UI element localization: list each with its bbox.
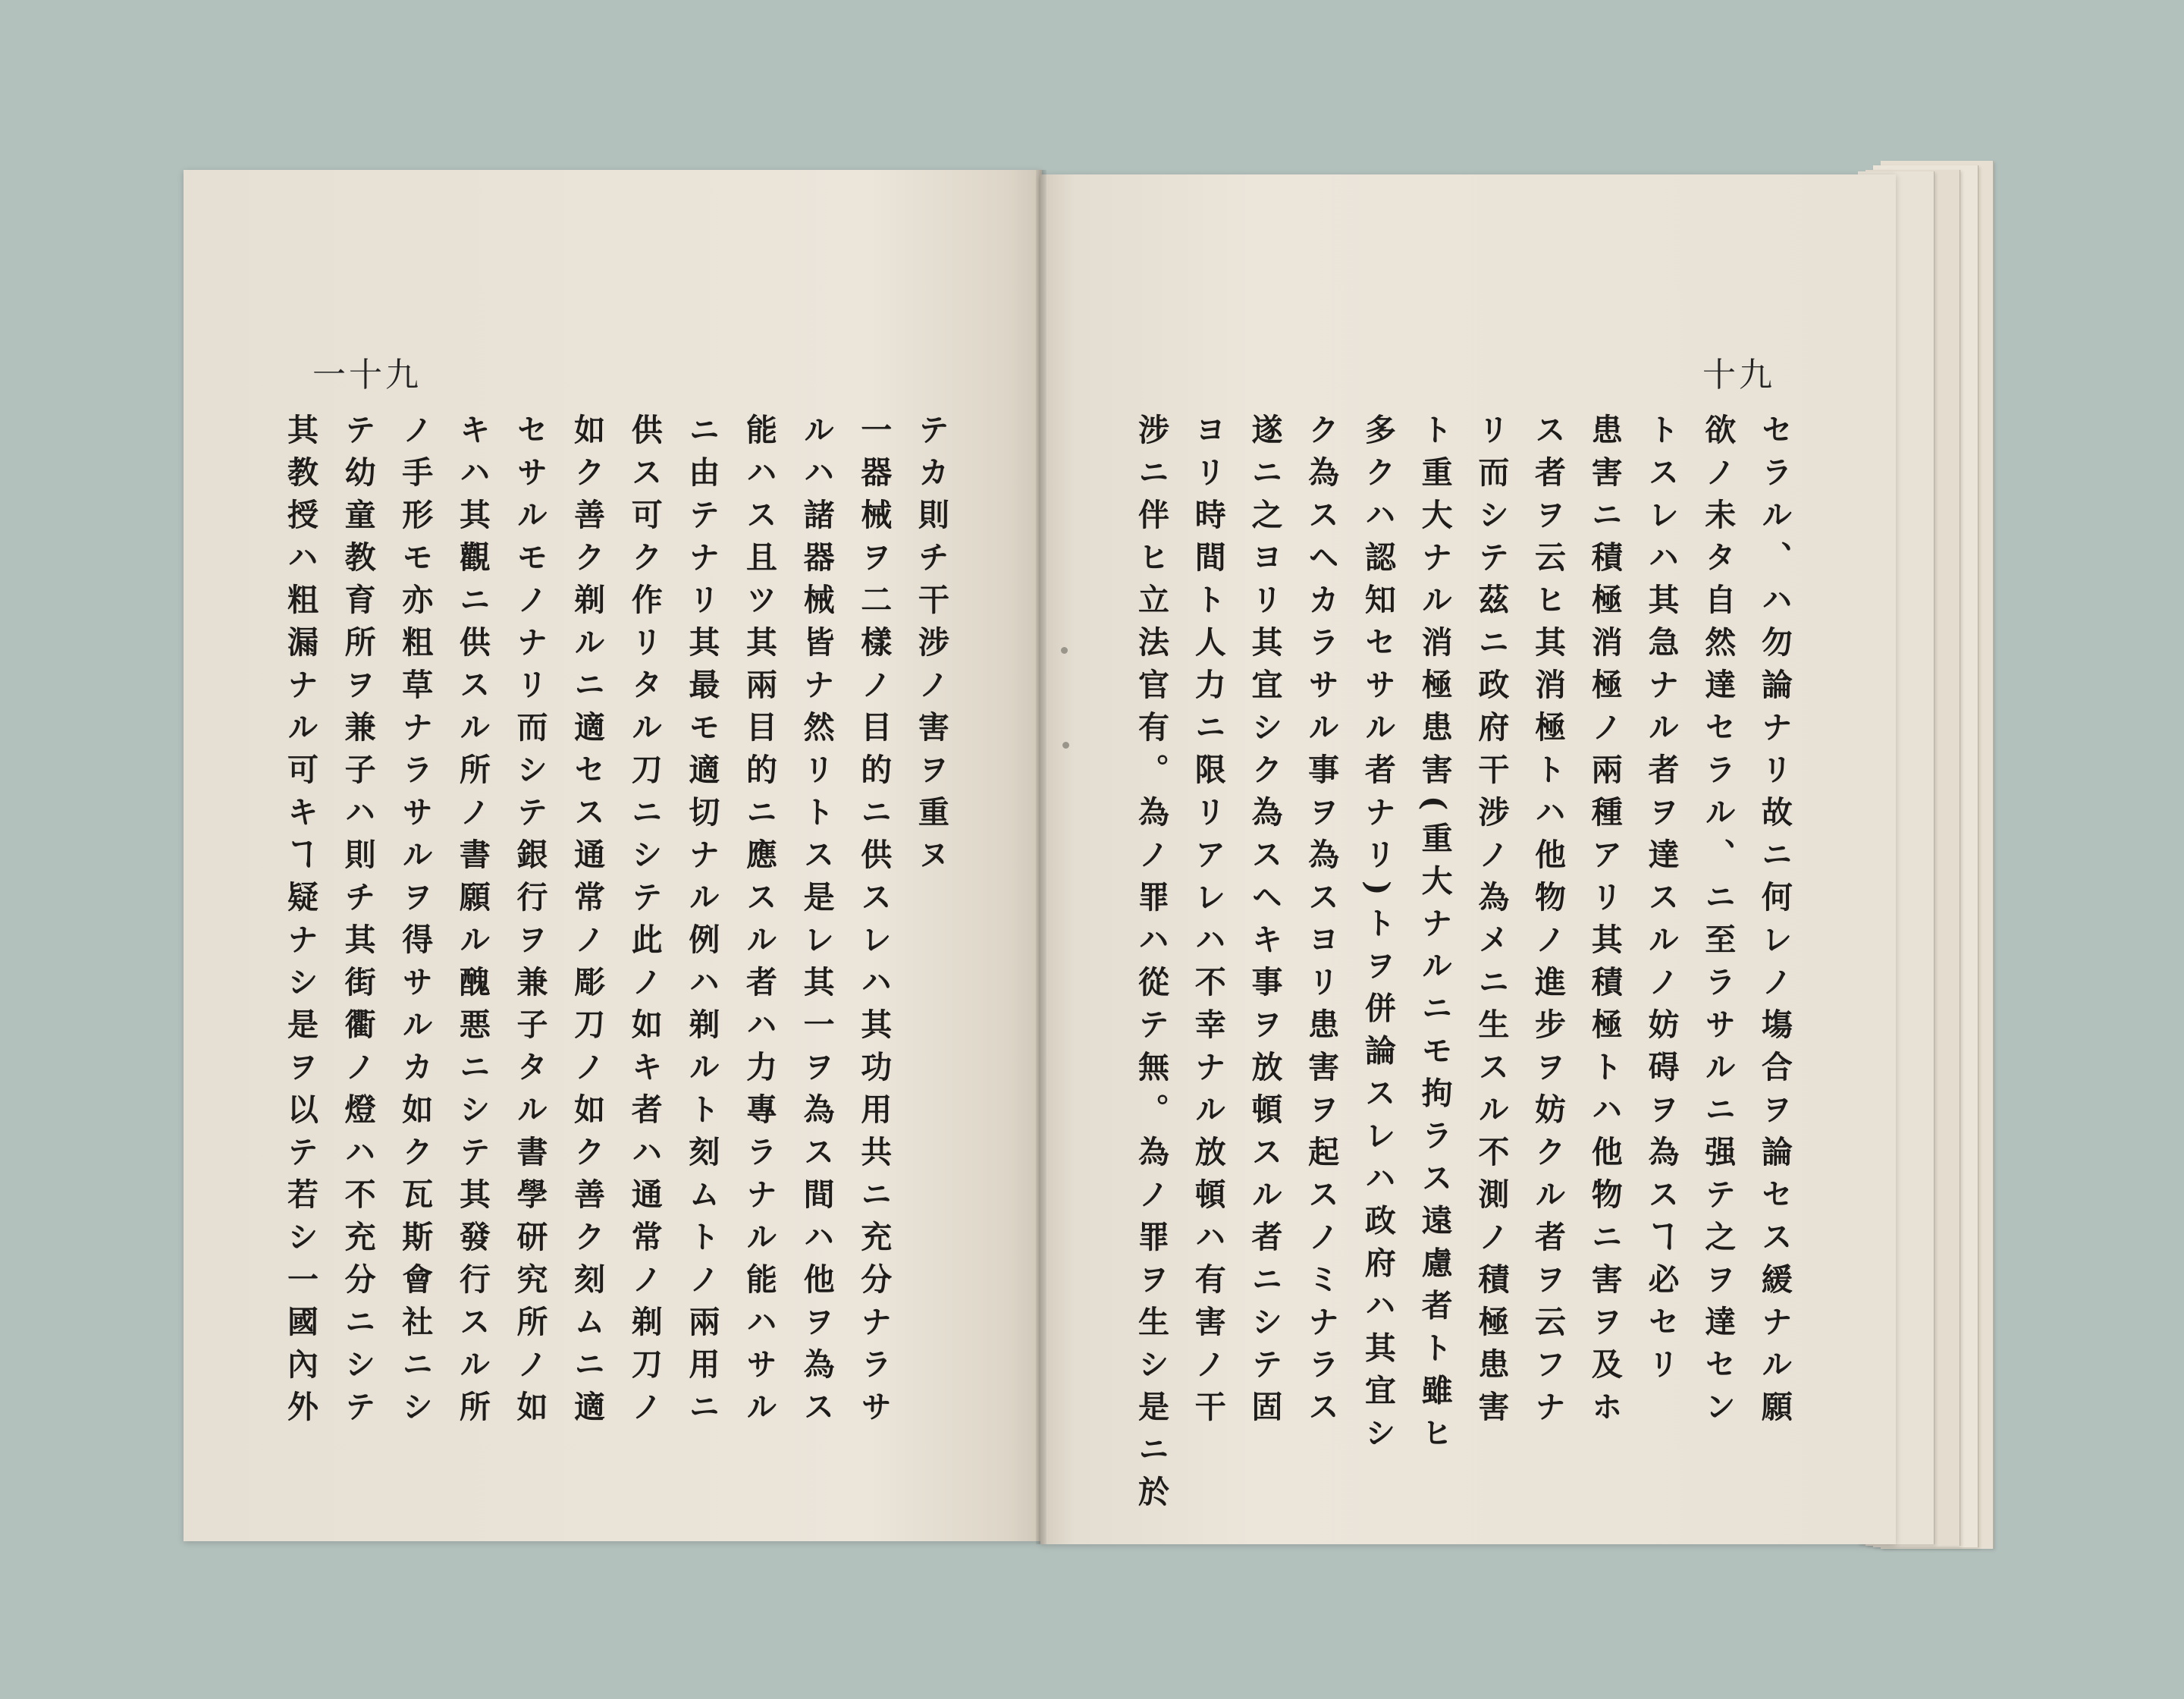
text-column: 涉ニ伴ヒ立法官有。為ノ罪ハ從テ無。為ノ罪ヲ生シ是ニ於 (1133, 413, 1169, 1518)
text-column: 如ク善ク剃ルニ適セス通常ノ彫刀ノ如ク善ク刻ムニ適 (569, 413, 606, 1433)
text-column: 患害ニ積極消極ノ兩種アリ其積極トハ他物ニ害ヲ及ホ (1586, 413, 1623, 1433)
binding-hole (1062, 742, 1069, 749)
text-column: 多クハ認知セサル者ナリ)トヲ併論スレハ政府ハ其宜シ (1359, 413, 1396, 1459)
text-column: セラル、ハ勿論ナリ故ニ何レノ塲合ヲ論セス緩ナル願 (1756, 413, 1793, 1433)
text-column: キハ其觀ニ供スル所ノ書願ル醜悪ニシテ其發行スル所 (453, 413, 491, 1433)
page-number-left: 一十九 (312, 356, 422, 394)
text-column: 一器械ヲ二樣ノ目的ニ供スレハ其功用共ニ充分ナラサ (855, 413, 893, 1433)
text-column: テ幼童教育所ヲ兼子ハ則チ其街衢ノ燈ハ不充分ニシテ (339, 413, 376, 1433)
text-column: ス者ヲ云ヒ其消極トハ他物ノ進步ヲ妨クル者ヲ云フナ (1530, 413, 1567, 1433)
left-page-text (279, 413, 949, 1445)
text-column: セサルモノナリ而シテ銀行ヲ兼子タル書學研究所ノ如 (511, 413, 548, 1433)
text-column: ルハ諸器械皆ナ然リトス是レ其一ヲ為ス間ハ他ヲ為ス (798, 413, 835, 1433)
text-column: ニ由テナリ其最モ適切ナル例ハ剃ルト刻ムトノ兩用ニ (683, 413, 720, 1433)
text-column: トスレハ其急ナル者ヲ達スルノ妨碍ヲ為スヿ必セリ (1643, 413, 1680, 1390)
text-column: ヨリ時間ト人力ニ限リアレハ不幸ナル放頓ハ有害ノ干 (1189, 413, 1226, 1433)
text-column: 遂ニ之ヨリ其宜シク為スヘキ事ヲ放頓スル者ニシテ固 (1246, 413, 1283, 1433)
binding-hole (1061, 647, 1068, 654)
text-column: ノ手形モ亦粗草ナラサルヲ得サルカ如ク瓦斯會社ニシ (397, 413, 434, 1433)
book-gutter (1036, 170, 1046, 1544)
text-column: テカ則チ干涉ノ害ヲ重ヌ (912, 413, 949, 881)
text-column: 能ハス且ツ其兩目的ニ應スル者ハ力專ラナル能ハサル (741, 413, 777, 1433)
text-column: 欲ノ未タ自然達セラル、ニ至ラサルニ强テ之ヲ達セン (1699, 413, 1737, 1433)
page-number-right: 十九 (1702, 356, 1775, 394)
text-column: 其教授ハ粗漏ナル可キヿ疑ナシ是ヲ以テ若シ一國內外 (282, 413, 318, 1433)
text-column: 供ス可ク作リタル刀ニシテ此ノ如キ者ハ通常ノ剃刀ノ (626, 413, 663, 1433)
text-column: リ而シテ茲ニ政府干涉ノ為メニ生スル不測ノ積極患害 (1473, 413, 1510, 1433)
text-column: ク為スヘカラサル事ヲ為スヨリ患害ヲ起スノミナラス (1303, 413, 1340, 1433)
text-column: ト重大ナル消極患害(重大ナルニモ拘ラス遠慮者ト雖ヒ (1416, 413, 1453, 1459)
right-page-text (1130, 413, 1793, 1518)
